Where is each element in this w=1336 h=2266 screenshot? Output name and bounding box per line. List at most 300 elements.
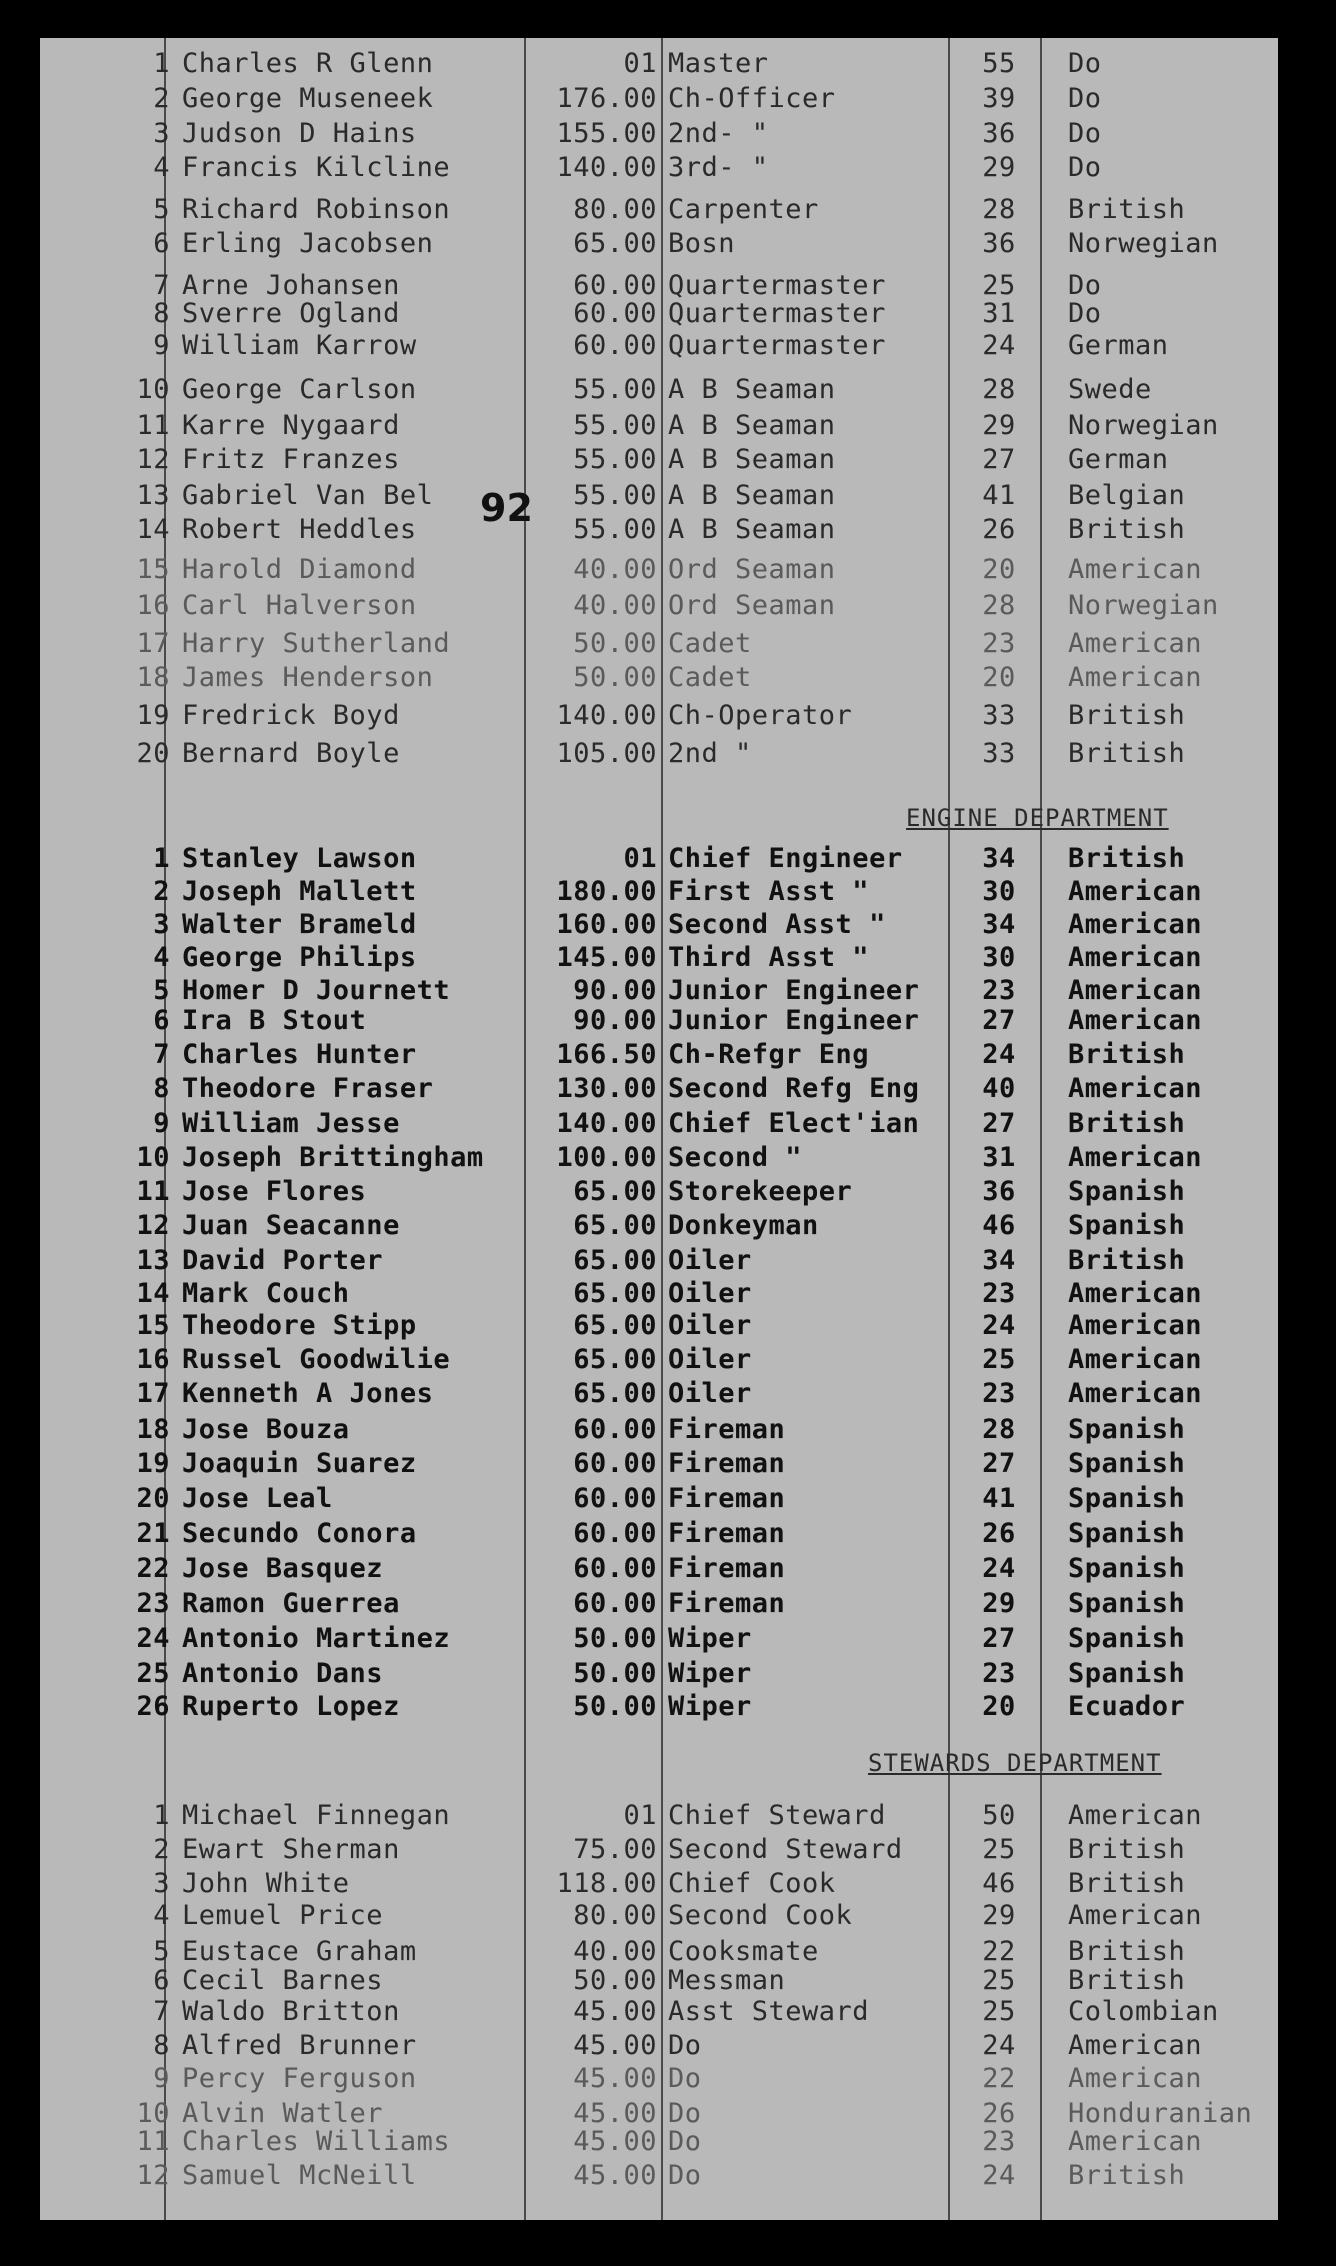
crew-row [40,1210,1278,1242]
crew-name: Russel Goodwilie [182,1344,451,1375]
crew-rating: Chief Elect'ian [668,1108,920,1139]
crew-name: Charles R Glenn [182,48,434,79]
crew-name: Richard Robinson [182,194,451,225]
crew-nationality: American [1068,975,1203,1006]
crew-row [40,1900,1278,1932]
crew-row [40,554,1278,586]
crew-rating: Oiler [668,1310,752,1341]
crew-rating: Do [668,2126,702,2157]
crew-wage: 65.00 [573,1344,657,1375]
crew-number: 3 [153,909,170,940]
crew-name: Antonio Dans [182,1658,384,1689]
crew-rating: Ch-Refgr Eng [668,1039,870,1070]
crew-wage: 60.00 [573,1588,657,1619]
crew-number: 15 [136,1310,170,1341]
crew-row [40,228,1278,260]
crew-wage: 118.00 [556,1868,657,1899]
crew-wage: 60.00 [573,1553,657,1584]
crew-row [40,1518,1278,1550]
crew-nationality: American [1068,1900,1203,1931]
crew-wage: 60.00 [573,330,657,361]
crew-rating: Chief Steward [668,1800,886,1831]
crew-name: Arne Johansen [182,270,400,301]
crew-wage: 65.00 [573,1278,657,1309]
crew-wage: 60.00 [573,270,657,301]
crew-rating: Wiper [668,1691,752,1722]
crew-number: 4 [153,152,170,183]
crew-nationality: Honduranian [1068,2098,1253,2129]
crew-age: 36 [982,118,1016,149]
crew-age: 33 [982,700,1016,731]
crew-nationality: American [1068,876,1203,907]
crew-number: 11 [136,2126,170,2157]
crew-number: 6 [153,1965,170,1996]
crew-wage: 180.00 [556,876,657,907]
crew-name: Ramon Guerrea [182,1588,400,1619]
crew-nationality: Spanish [1068,1483,1186,1514]
page-number-stamp: 92 [480,486,533,530]
crew-name: Jose Basquez [182,1553,384,1584]
crew-row [40,1278,1278,1310]
crew-number: 17 [136,628,170,659]
crew-number: 8 [153,298,170,329]
crew-wage: 75.00 [573,1834,657,1865]
crew-nationality: American [1068,942,1203,973]
crew-age: 30 [982,876,1016,907]
crew-rating: Do [668,2160,702,2191]
crew-nationality: American [1068,1800,1203,1831]
crew-rating: A B Seaman [668,410,836,441]
crew-name: Judson D Hains [182,118,417,149]
crew-wage: 40.00 [573,1936,657,1967]
crew-name: David Porter [182,1245,384,1276]
crew-name: Carl Halverson [182,590,417,621]
crew-age: 29 [982,410,1016,441]
crew-rating: Fireman [668,1414,786,1445]
crew-wage: 90.00 [573,975,657,1006]
crew-name: Secundo Conora [182,1518,417,1549]
crew-number: 9 [153,1108,170,1139]
crew-row [40,1588,1278,1620]
crew-rating: Fireman [668,1553,786,1584]
crew-age: 23 [982,628,1016,659]
crew-row [40,1936,1278,1968]
crew-age: 46 [982,1210,1016,1241]
crew-age: 23 [982,2126,1016,2157]
crew-row [40,1344,1278,1376]
crew-name: Francis Kilcline [182,152,451,183]
engine-department-heading: ENGINE DEPARTMENT [906,804,1169,832]
crew-nationality: American [1068,628,1203,659]
crew-row [40,1996,1278,2028]
crew-name: William Karrow [182,330,417,361]
crew-wage: 55.00 [573,374,657,405]
crew-age: 55 [982,48,1016,79]
crew-name: Kenneth A Jones [182,1378,434,1409]
crew-rating: Oiler [668,1344,752,1375]
crew-row [40,118,1278,150]
crew-row [40,975,1278,1007]
crew-wage: 55.00 [573,444,657,475]
crew-age: 34 [982,843,1016,874]
crew-row [40,1176,1278,1208]
crew-rating: Oiler [668,1245,752,1276]
crew-age: 50 [982,1800,1016,1831]
crew-rating: Second Cook [668,1900,853,1931]
crew-number: 21 [136,1518,170,1549]
crew-age: 23 [982,1658,1016,1689]
crew-wage: 50.00 [573,1691,657,1722]
crew-wage: 50.00 [573,628,657,659]
crew-row [40,2063,1278,2095]
crew-number: 15 [136,554,170,585]
crew-row [40,1623,1278,1655]
crew-name: Homer D Journett [182,975,451,1006]
crew-age: 23 [982,975,1016,1006]
crew-rating: Junior Engineer [668,975,920,1006]
crew-age: 27 [982,1005,1016,1036]
crew-age: 25 [982,1834,1016,1865]
crew-nationality: Do [1068,270,1102,301]
crew-name: Harold Diamond [182,554,417,585]
crew-nationality: British [1068,700,1186,731]
crew-nationality: Spanish [1068,1414,1186,1445]
crew-nationality: American [1068,554,1203,585]
crew-number: 1 [153,1800,170,1831]
crew-row [40,1483,1278,1515]
crew-wage: 01 [623,843,657,874]
crew-row [40,738,1278,770]
crew-age: 22 [982,2063,1016,2094]
crew-number: 7 [153,1996,170,2027]
crew-number: 19 [136,700,170,731]
crew-rating: Fireman [668,1448,786,1479]
crew-age: 36 [982,1176,1016,1207]
crew-number: 19 [136,1448,170,1479]
crew-row [40,83,1278,115]
crew-nationality: British [1068,1245,1186,1276]
crew-age: 24 [982,2160,1016,2191]
crew-wage: 50.00 [573,1658,657,1689]
crew-wage: 65.00 [573,1310,657,1341]
crew-rating: Second Asst " [668,909,886,940]
crew-number: 11 [136,1176,170,1207]
crew-nationality: Do [1068,152,1102,183]
crew-rating: Cadet [668,628,752,659]
crew-row [40,700,1278,732]
crew-row [40,514,1278,546]
crew-name: Theodore Fraser [182,1073,434,1104]
crew-number: 9 [153,330,170,361]
crew-row [40,1005,1278,1037]
crew-number: 17 [136,1378,170,1409]
crew-wage: 50.00 [573,662,657,693]
crew-wage: 50.00 [573,1965,657,1996]
crew-row [40,843,1278,875]
crew-name: Cecil Barnes [182,1965,384,1996]
crew-row [40,1108,1278,1140]
crew-rating: Chief Engineer [668,843,903,874]
crew-number: 2 [153,1834,170,1865]
crew-row [40,1965,1278,1997]
crew-nationality: Spanish [1068,1658,1186,1689]
crew-age: 29 [982,1900,1016,1931]
crew-nationality: German [1068,330,1169,361]
crew-row [40,1800,1278,1832]
crew-rating: A B Seaman [668,480,836,511]
crew-nationality: American [1068,662,1203,693]
crew-number: 2 [153,876,170,907]
crew-name: Jose Flores [182,1176,367,1207]
crew-age: 41 [982,480,1016,511]
crew-wage: 130.00 [556,1073,657,1104]
crew-wage: 90.00 [573,1005,657,1036]
crew-name: Eustace Graham [182,1936,417,1967]
crew-number: 26 [136,1691,170,1722]
crew-age: 26 [982,1518,1016,1549]
crew-number: 23 [136,1588,170,1619]
crew-age: 29 [982,1588,1016,1619]
crew-number: 3 [153,118,170,149]
crew-number: 10 [136,374,170,405]
crew-name: Erling Jacobsen [182,228,434,259]
crew-wage: 105.00 [556,738,657,769]
crew-wage: 55.00 [573,480,657,511]
crew-nationality: American [1068,1278,1203,1309]
crew-age: 40 [982,1073,1016,1104]
crew-age: 24 [982,1553,1016,1584]
crew-age: 28 [982,590,1016,621]
crew-rating: Oiler [668,1278,752,1309]
crew-wage: 55.00 [573,410,657,441]
crew-number: 12 [136,2160,170,2191]
crew-rating: Wiper [668,1623,752,1654]
crew-nationality: American [1068,1005,1203,1036]
crew-row [40,628,1278,660]
crew-number: 22 [136,1553,170,1584]
crew-name: Karre Nygaard [182,410,400,441]
crew-row [40,1658,1278,1690]
crew-rating: Ord Seaman [668,554,836,585]
crew-row [40,909,1278,941]
crew-nationality: Do [1068,298,1102,329]
crew-rating: 2nd- " [668,118,769,149]
crew-wage: 45.00 [573,2030,657,2061]
crew-rating: Quartermaster [668,270,886,301]
crew-age: 46 [982,1868,1016,1899]
crew-number: 14 [136,1278,170,1309]
crew-age: 26 [982,2098,1016,2129]
crew-rating: Junior Engineer [668,1005,920,1036]
crew-rating: Fireman [668,1518,786,1549]
crew-row [40,1142,1278,1174]
crew-age: 25 [982,270,1016,301]
crew-row [40,48,1278,80]
crew-rating: Ord Seaman [668,590,836,621]
crew-row [40,1039,1278,1071]
crew-rating: Donkeyman [668,1210,819,1241]
crew-number: 12 [136,444,170,475]
crew-rating: Do [668,2030,702,2061]
crew-nationality: British [1068,1108,1186,1139]
crew-wage: 155.00 [556,118,657,149]
crew-number: 3 [153,1868,170,1899]
crew-row [40,1448,1278,1480]
crew-rating: Storekeeper [668,1176,853,1207]
crew-name: Ira B Stout [182,1005,367,1036]
crew-row [40,298,1278,330]
crew-wage: 160.00 [556,909,657,940]
crew-wage: 65.00 [573,1210,657,1241]
crew-number: 8 [153,2030,170,2061]
crew-rating: Master [668,48,769,79]
crew-number: 18 [136,662,170,693]
crew-nationality: British [1068,1965,1186,1996]
crew-name: Walter Brameld [182,909,417,940]
crew-age: 24 [982,1310,1016,1341]
crew-number: 4 [153,1900,170,1931]
crew-nationality: Do [1068,118,1102,149]
crew-name: Michael Finnegan [182,1800,451,1831]
crew-wage: 01 [623,48,657,79]
crew-wage: 60.00 [573,298,657,329]
crew-name: Harry Sutherland [182,628,451,659]
crew-number: 6 [153,1005,170,1036]
crew-row [40,1378,1278,1410]
crew-rating: Ch-Officer [668,83,836,114]
crew-nationality: British [1068,1936,1186,1967]
crew-name: Fritz Franzes [182,444,400,475]
crew-name: Mark Couch [182,1278,350,1309]
crew-nationality: American [1068,1344,1203,1375]
crew-nationality: American [1068,2063,1203,2094]
crew-nationality: Colombian [1068,1996,1219,2027]
crew-name: Fredrick Boyd [182,700,400,731]
crew-row [40,2126,1278,2158]
crew-age: 27 [982,444,1016,475]
crew-wage: 166.50 [556,1039,657,1070]
crew-wage: 65.00 [573,1176,657,1207]
crew-rating: Bosn [668,228,736,259]
crew-age: 39 [982,83,1016,114]
crew-rating: First Asst " [668,876,870,907]
crew-name: Joseph Mallett [182,876,417,907]
crew-nationality: British [1068,514,1186,545]
crew-name: George Museneek [182,83,434,114]
crew-row [40,1553,1278,1585]
crew-name: Jose Leal [182,1483,333,1514]
crew-number: 12 [136,1210,170,1241]
crew-rating: Fireman [668,1483,786,1514]
crew-rating: A B Seaman [668,514,836,545]
crew-number: 20 [136,1483,170,1514]
crew-age: 23 [982,1278,1016,1309]
crew-row [40,152,1278,184]
crew-nationality: Spanish [1068,1448,1186,1479]
crew-name: Waldo Britton [182,1996,400,2027]
crew-nationality: British [1068,194,1186,225]
crew-age: 41 [982,1483,1016,1514]
crew-rating: Carpenter [668,194,819,225]
crew-age: 31 [982,298,1016,329]
crew-nationality: American [1068,1310,1203,1341]
crew-rating: Fireman [668,1588,786,1619]
crew-nationality: British [1068,1039,1186,1070]
crew-row [40,2030,1278,2062]
crew-number: 10 [136,2098,170,2129]
crew-row [40,1691,1278,1723]
crew-wage: 80.00 [573,1900,657,1931]
crew-wage: 60.00 [573,1483,657,1514]
crew-wage: 60.00 [573,1414,657,1445]
crew-name: James Henderson [182,662,434,693]
crew-number: 9 [153,2063,170,2094]
crew-number: 2 [153,83,170,114]
crew-number: 20 [136,738,170,769]
crew-name: Robert Heddles [182,514,417,545]
crew-nationality: Spanish [1068,1588,1186,1619]
crew-nationality: German [1068,444,1169,475]
crew-rating: Do [668,2098,702,2129]
crew-nationality: British [1068,1834,1186,1865]
crew-name: Antonio Martinez [182,1623,451,1654]
crew-name: John White [182,1868,350,1899]
crew-rating: Third Asst " [668,942,870,973]
crew-name: Jose Bouza [182,1414,350,1445]
crew-name: Sverre Ogland [182,298,400,329]
crew-nationality: American [1068,2126,1203,2157]
crew-rating: Cooksmate [668,1936,819,1967]
crew-wage: 140.00 [556,1108,657,1139]
crew-age: 28 [982,1414,1016,1445]
crew-nationality: Do [1068,83,1102,114]
crew-wage: 60.00 [573,1518,657,1549]
crew-rating: Do [668,2063,702,2094]
crew-age: 27 [982,1623,1016,1654]
crew-age: 27 [982,1448,1016,1479]
crew-nationality: American [1068,909,1203,940]
crew-wage: 50.00 [573,1623,657,1654]
crew-number: 10 [136,1142,170,1173]
crew-age: 20 [982,554,1016,585]
crew-row [40,1073,1278,1105]
crew-wage: 100.00 [556,1142,657,1173]
crew-rating: Wiper [668,1658,752,1689]
crew-name: Charles Williams [182,2126,451,2157]
crew-rating: A B Seaman [668,444,836,475]
crew-name: Samuel McNeill [182,2160,417,2191]
crew-row [40,942,1278,974]
crew-row [40,1245,1278,1277]
crew-name: Joaquin Suarez [182,1448,417,1479]
crew-name: Lemuel Price [182,1900,384,1931]
crew-number: 24 [136,1623,170,1654]
crew-age: 34 [982,1245,1016,1276]
crew-row [40,410,1278,442]
crew-row [40,876,1278,908]
crew-age: 25 [982,1996,1016,2027]
crew-age: 24 [982,1039,1016,1070]
crew-name: Joseph Brittingham [182,1142,484,1173]
crew-age: 33 [982,738,1016,769]
crew-age: 24 [982,330,1016,361]
crew-age: 22 [982,1936,1016,1967]
crew-name: Stanley Lawson [182,843,417,874]
crew-number: 7 [153,1039,170,1070]
crew-name: Gabriel Van Bel [182,480,434,511]
crew-name: Bernard Boyle [182,738,400,769]
crew-row [40,374,1278,406]
